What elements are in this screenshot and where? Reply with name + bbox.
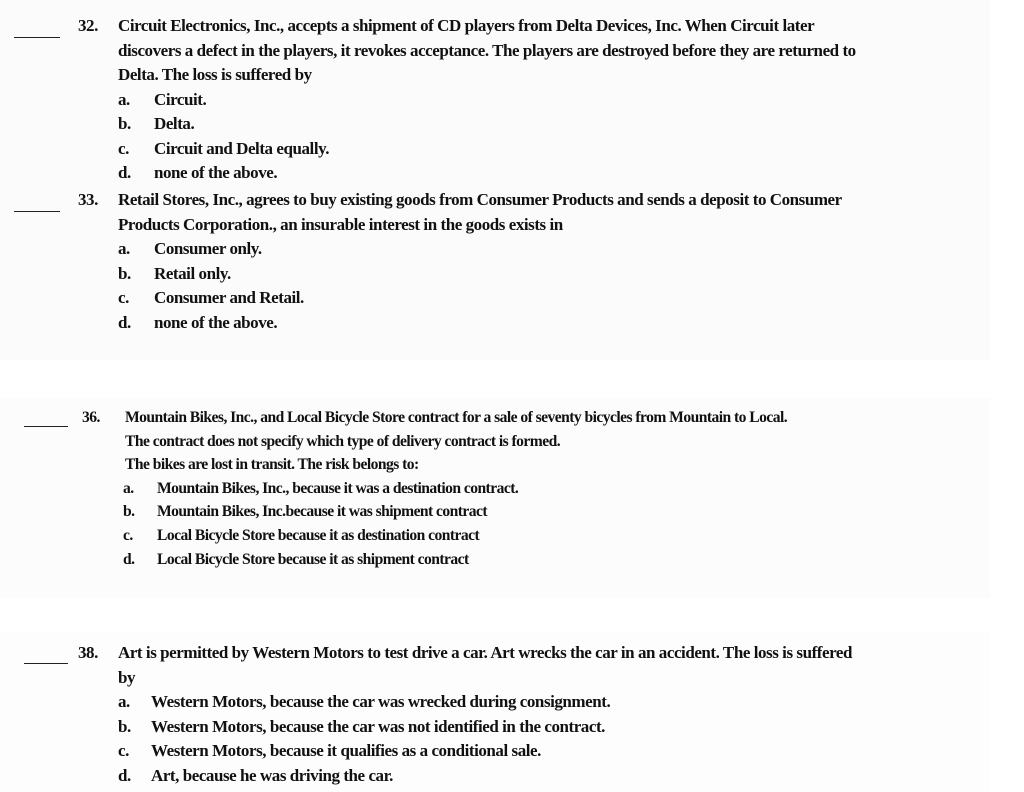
option-b[interactable]: b. Western Motors, because the car was not identified in the contract. bbox=[118, 716, 605, 736]
answer-blank[interactable] bbox=[24, 663, 68, 664]
option-c[interactable]: c. Consumer and Retail. bbox=[118, 288, 304, 307]
stem-line: Products Corporation., an insurable interest in the goods exists in bbox=[118, 214, 563, 234]
option-a[interactable]: a. Western Motors, because the car was wrecked during consignment. bbox=[118, 692, 611, 711]
option-c[interactable]: c. Local Bicycle Store because it as destination contract bbox=[123, 526, 480, 544]
option-a[interactable]: a. Mountain Bikes, Inc., because it was a destination contract. bbox=[123, 479, 519, 497]
option-c[interactable]: c. Western Motors, because it qualifies as a conditional sale. bbox=[118, 741, 541, 760]
stem-line: by bbox=[118, 667, 136, 687]
stem-line: Circuit Electronics, Inc., accepts a shipment of CD players from Delta Devices, Inc. When Circuit later bbox=[118, 16, 815, 35]
option-a[interactable]: a. Consumer only. bbox=[118, 239, 262, 258]
answer-blank[interactable] bbox=[14, 37, 60, 38]
stem-line: Delta. The loss is suffered by bbox=[118, 65, 312, 84]
option-b[interactable]: b. Retail only. bbox=[118, 263, 231, 283]
option-c[interactable]: c. Circuit and Delta equally. bbox=[118, 138, 330, 158]
question-number: 32. bbox=[78, 16, 98, 35]
stem-line: Mountain Bikes, Inc., and Local Bicycle Store contract for a sale of seventy bicycles from Mountain to Local. bbox=[125, 409, 788, 426]
question-stem bbox=[118, 14, 978, 186]
question-number: 36. bbox=[82, 409, 100, 426]
stem-line: The contract does not specify which type of delivery contract is formed. bbox=[125, 432, 561, 450]
question-stem bbox=[125, 406, 972, 571]
question-stem bbox=[118, 641, 978, 788]
question-number: 33. bbox=[78, 190, 98, 209]
answer-blank[interactable] bbox=[24, 426, 68, 427]
stem-line: Art is permitted by Western Motors to test drive a car. Art wrecks the car in an accident. The loss is suffered bbox=[118, 643, 852, 662]
option-d[interactable]: d. Art, because he was driving the car. bbox=[118, 765, 393, 785]
option-d[interactable]: d. none of the above. bbox=[118, 163, 278, 182]
question-number: 38. bbox=[78, 643, 98, 662]
stem-line: discovers a defect in the players, it revokes acceptance. The players are destroyed before they are returned to bbox=[118, 40, 856, 60]
answer-blank[interactable] bbox=[14, 211, 60, 212]
option-b[interactable]: b. Mountain Bikes, Inc.because it was shipment contract bbox=[123, 503, 488, 521]
question-stem bbox=[118, 188, 978, 335]
option-d[interactable]: d. none of the above. bbox=[118, 312, 278, 332]
option-a[interactable]: a. Circuit. bbox=[118, 89, 207, 109]
option-d[interactable]: d. Local Bicycle Store because it as shipment contract bbox=[123, 550, 469, 568]
stem-line: The bikes are lost in transit. The risk belongs to: bbox=[125, 456, 419, 474]
stem-line: Retail Stores, Inc., agrees to buy existing goods from Consumer Products and sends a deposit to Consumer bbox=[118, 190, 842, 209]
option-b[interactable]: b. Delta. bbox=[118, 114, 195, 133]
